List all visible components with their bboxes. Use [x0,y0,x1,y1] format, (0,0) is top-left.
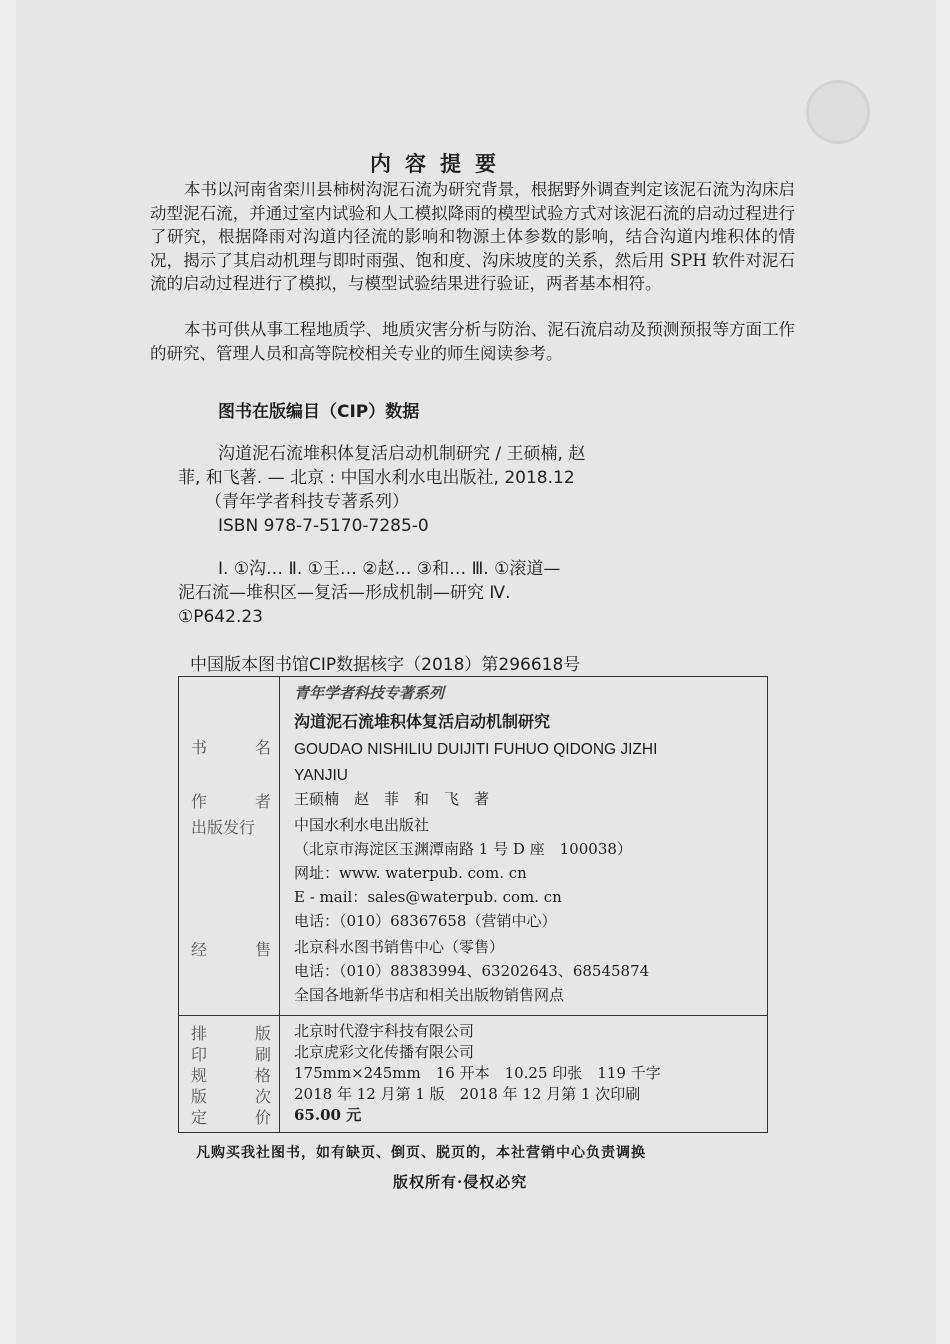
publisher-website[interactable]: 网址：www. waterpub. com. cn [294,864,527,882]
price: 65.00 元 [294,1106,362,1124]
summary-title: 内容提要 [370,152,510,176]
price-label: 定 价 [191,1108,271,1127]
cip-line-5: Ⅰ. ①沟… Ⅱ. ①王… ②赵… ③和… Ⅲ. ①滚道— [218,559,561,579]
edition-label: 版 次 [191,1087,271,1106]
cip-line-2: 菲, 和飞著. — 北京 : 中国水利水电出版社, 2018.12 [178,468,575,488]
publisher-address: （北京市海淀区玉渊潭南路 1 号 D 座 100038） [294,840,632,858]
print-label: 印 刷 [191,1045,271,1064]
publisher-phone: 电话：（010）68367658（营销中心） [294,912,557,930]
publication-info-table [178,676,768,1133]
table-divider [279,677,280,1132]
book-label: 书 名 [191,738,271,757]
cip-line-1: 沟道泥石流堆积体复活启动机制研究 / 王硕楠, 赵 [218,444,586,464]
book-spec: 175mm×245mm 16 开本 10.25 印张 119 千字 [294,1064,661,1082]
sales-outlets: 全国各地新华书店和相关出版物销售网点 [294,986,565,1004]
summary-paragraph-1: 本书以河南省栾川县柿树沟泥石流为研究背景，根据野外调查判定该泥石流为沟床启动型泥石流，并通过室内试验和人工模拟降雨的模型试验方式对该泥石流的启动过程进行了研究，根据降雨对沟道内径流的影响和物源土体参数的影响，结合沟道内堆积体的情况，揭示了其启动机理与即时雨强、饱和度、沟床坡度的关系，然后用 SPH 软件对泥石流的启动过程进行了模拟，与模型试验结果进行验证，两者基本相符。 [150,180,795,293]
book-pinyin: GOUDAO NISHILIU DUIJITI FUHUO QIDONG JIZHI [294,741,658,758]
typesetter: 北京时代澄宇科技有限公司 [294,1022,475,1040]
publisher-email[interactable]: E - mail：sales@waterpub. com. cn [294,888,562,906]
series-name: 青年学者科技专著系列 [294,684,445,702]
printer: 北京虎彩文化传播有限公司 [294,1043,475,1061]
authors: 王硕楠 赵 菲 和 飞 著 [294,790,490,808]
table-divider [179,1015,767,1016]
book-pinyin-cont: YANJIU [294,767,348,784]
cip-line-6: 泥石流—堆积区—复活—形成机制—研究 Ⅳ. [178,583,511,603]
sales-label: 经 售 [191,940,271,959]
cip-line-7: ①P642.23 [178,607,263,627]
series-logo-icon [806,80,870,144]
cip-isbn: ISBN 978-7-5170-7285-0 [218,516,429,536]
typeset-label: 排 版 [191,1024,271,1043]
summary-paragraph-2: 本书可供从事工程地质学、地质灾害分析与防治、泥石流启动及预测预报等方面工作的研究、管理人员和高等院校相关专业的师生阅读参考。 [150,320,795,363]
cip-cn-number: 中国版本图书馆CIP数据核字（2018）第296618号 [190,655,581,675]
copyright-notice: 版权所有·侵权必究 [393,1173,528,1191]
edition: 2018 年 12 月第 1 版 2018 年 12 月第 1 次印刷 [294,1085,641,1103]
cip-line-3: （青年学者科技专著系列） [205,492,409,512]
publisher: 中国水利水电出版社 [294,816,430,834]
spec-label: 规 格 [191,1066,271,1085]
cip-heading: 图书在版编目（CIP）数据 [218,402,420,422]
return-notice: 凡购买我社图书，如有缺页、倒页、脱页的，本社营销中心负责调换 [196,1145,646,1161]
publisher-label: 出版发行 [191,818,256,837]
author-label: 作 者 [191,792,271,811]
distributor-phone: 电话：（010）88383994、63202643、68545874 [294,962,650,980]
book-title: 沟道泥石流堆积体复活启动机制研究 [294,712,551,731]
distributor: 北京科水图书销售中心（零售） [294,938,505,956]
